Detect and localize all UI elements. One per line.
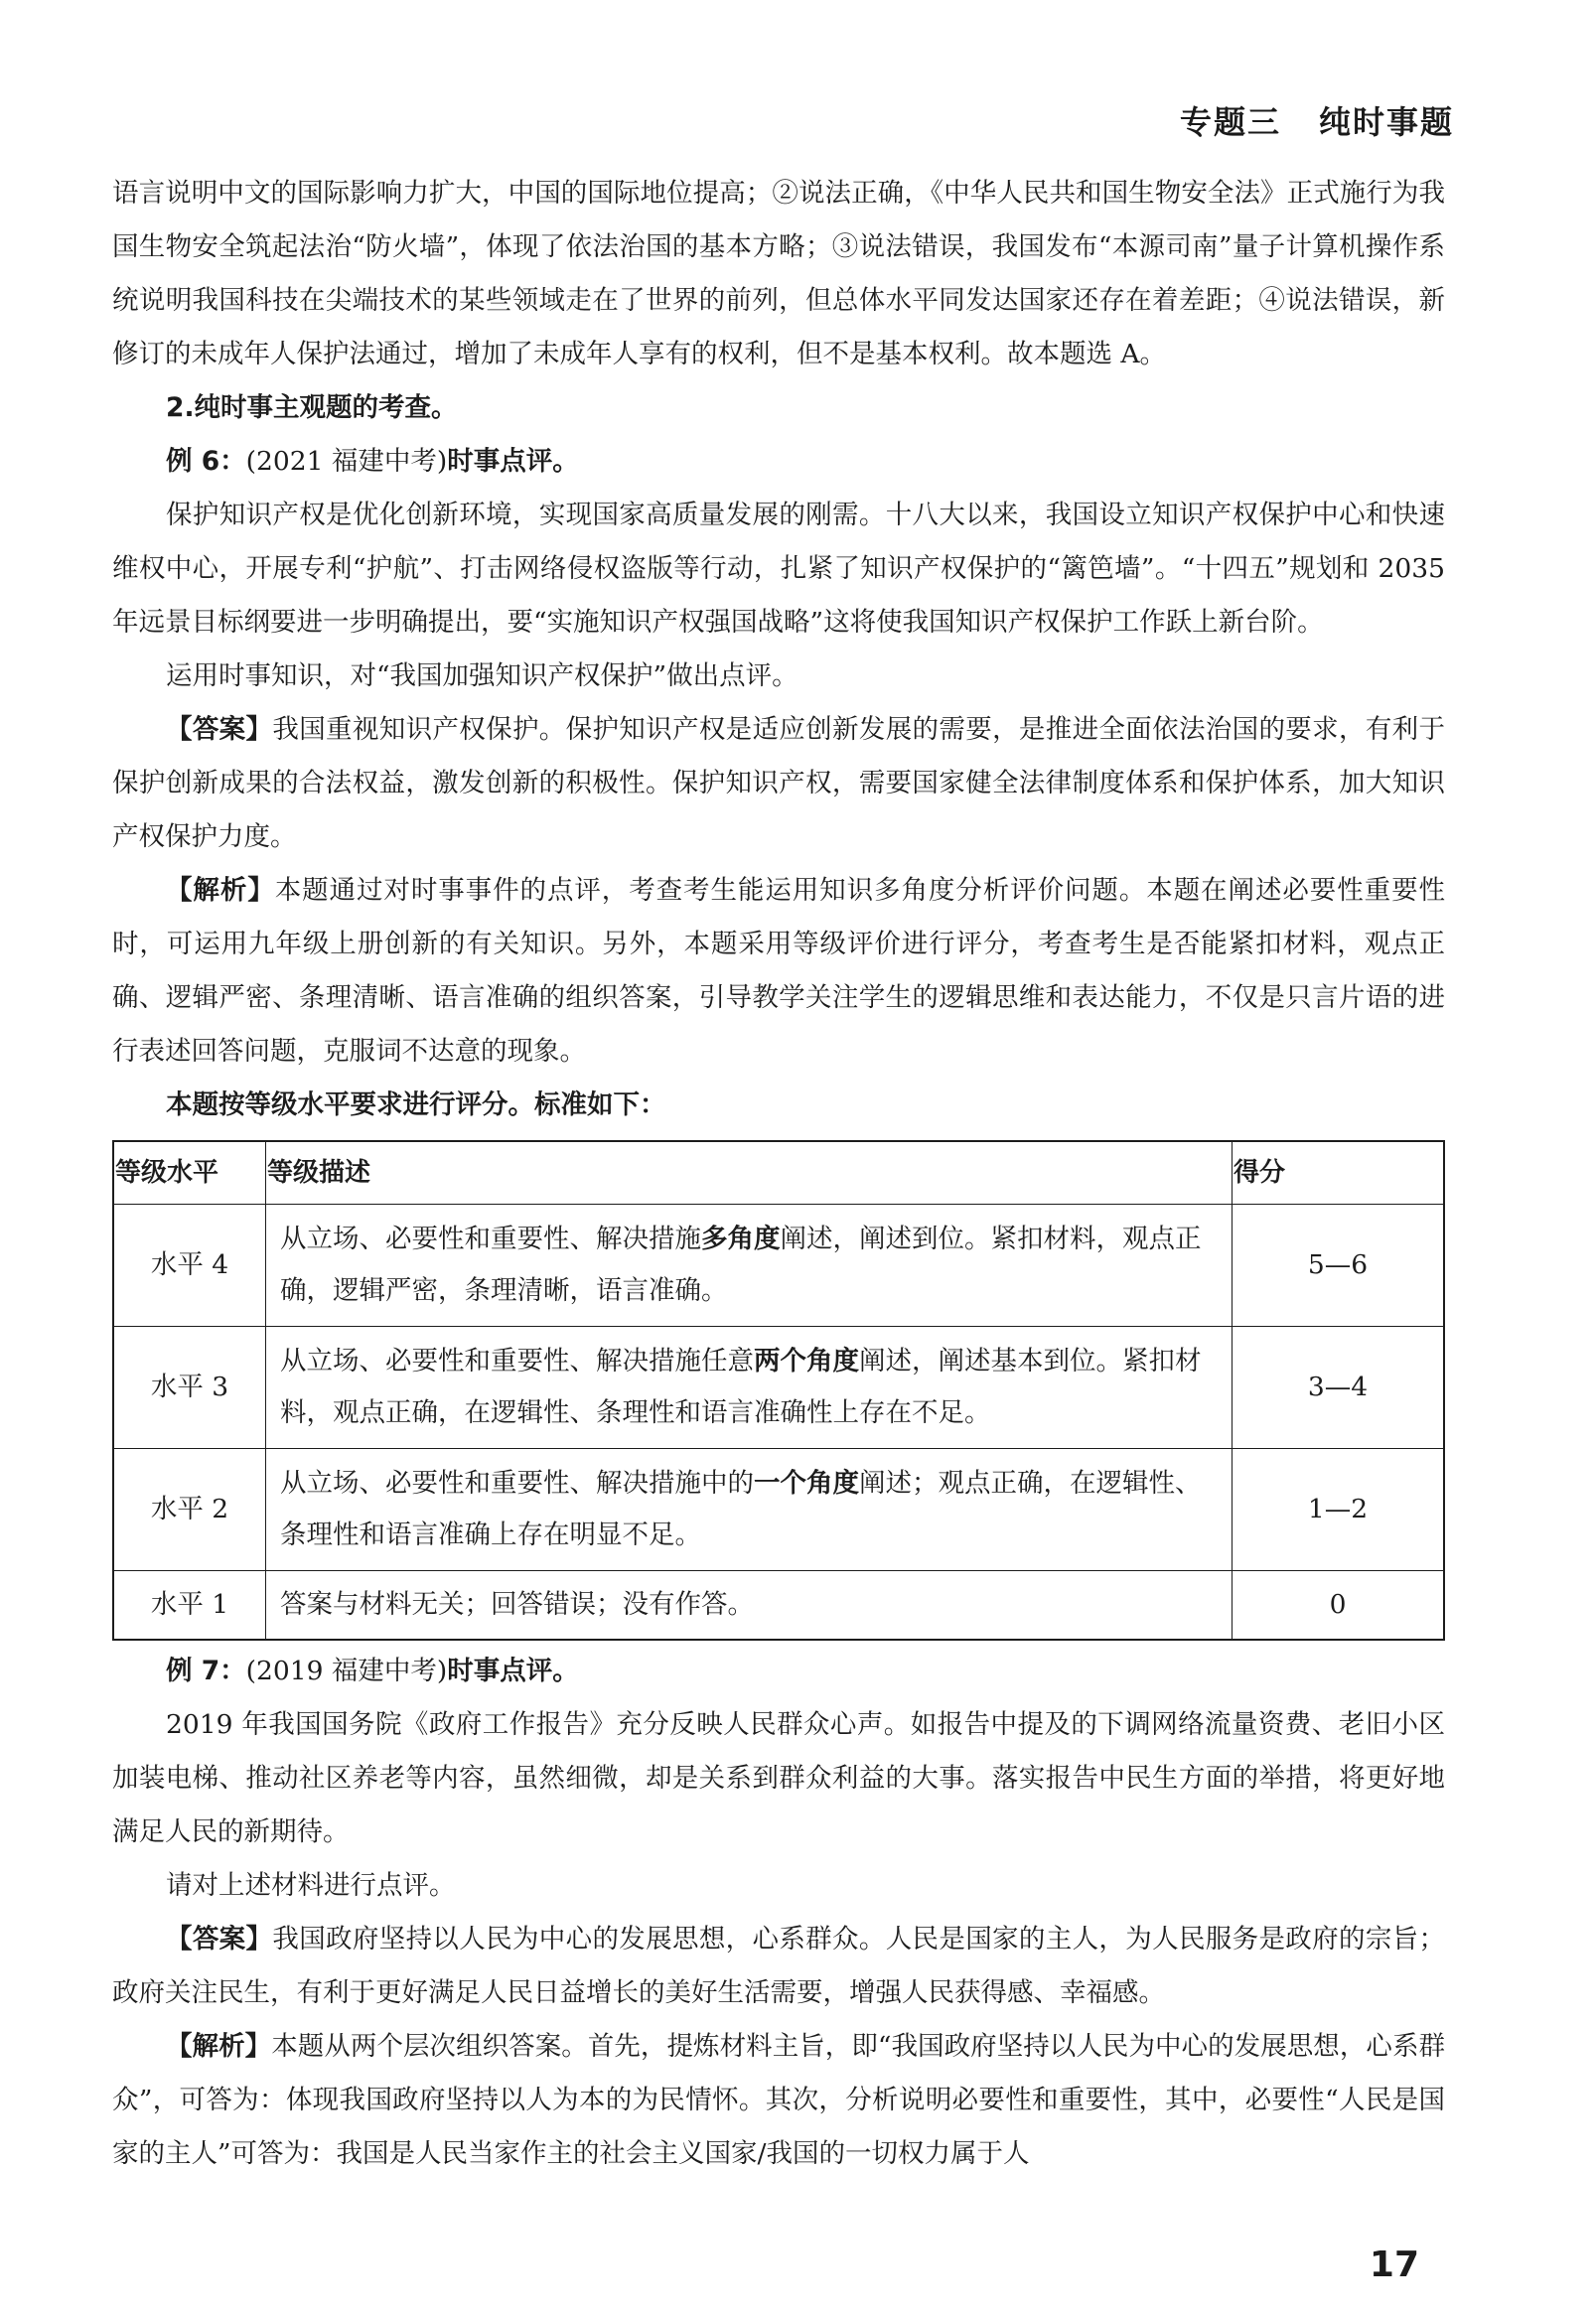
desc-emphasis: 多角度	[701, 1224, 781, 1254]
score-cell: 1—2	[1233, 1449, 1445, 1571]
desc-text: 阐述；观点正确，在逻辑性、条理性和语言准确上存在明显不足。	[280, 1468, 1202, 1550]
level-cell: 水平 4	[113, 1205, 266, 1327]
example-7-analysis	[112, 2020, 1445, 2181]
desc-text: 从立场、必要性和重要性、解决措施任意	[280, 1346, 754, 1376]
description-cell	[266, 1327, 1233, 1449]
header-title: 纯时事题	[1318, 103, 1454, 141]
answer-tag: 【答案】	[166, 714, 273, 745]
example-7-source: (2019 福建中考)	[245, 1656, 448, 1686]
example-7-label: 例 7：	[166, 1656, 246, 1686]
analysis-tag: 【解析】	[166, 2031, 272, 2062]
desc-text: 答案与材料无关；回答错误；没有作答。	[280, 1589, 754, 1620]
example-6-label: 例 6：	[166, 446, 246, 477]
table-header-level: 等级水平	[113, 1141, 266, 1205]
level-cell: 水平 2	[113, 1449, 266, 1571]
example-7-answer-text: 我国政府坚持以人民为中心的发展思想，心系群众。人民是国家的主人，为人民服务是政府的宗旨；政府关注民生，有利于更好满足人民日益增长的美好生活需要，增强人民获得感、幸福感。	[112, 1924, 1446, 2008]
desc-text: 从立场、必要性和重要性、解决措施	[280, 1224, 701, 1254]
example-7-heading	[112, 1645, 1445, 1698]
description-cell	[266, 1449, 1233, 1571]
score-cell: 3—4	[1233, 1327, 1445, 1449]
running-header	[1180, 97, 1454, 143]
section-heading: 2.纯时事主观题的考查。	[166, 392, 458, 423]
example-7-title: 时事点评。	[447, 1656, 579, 1686]
desc-text: 从立场、必要性和重要性、解决措施中的	[280, 1468, 754, 1499]
table-header-description: 等级描述	[266, 1141, 1233, 1205]
answer-tag: 【答案】	[166, 1924, 273, 1955]
example-6-heading	[112, 435, 1445, 489]
level-cell: 水平 1	[113, 1571, 266, 1641]
table-header-score: 得分	[1233, 1141, 1445, 1205]
desc-text: 阐述，阐述基本到位。紧扣材料，观点正确，在逻辑性、条理性和语言准确性上存在不足。	[280, 1346, 1202, 1428]
example-6-title: 时事点评。	[447, 446, 579, 477]
analysis-tag: 【解析】	[166, 875, 275, 906]
page-content	[112, 167, 1445, 2181]
page-number: 17	[1369, 2245, 1419, 2285]
desc-emphasis: 一个角度	[754, 1468, 859, 1499]
example-6-analysis-text: 本题通过对时事事件的点评，考查考生能运用知识多角度分析评价问题。本题在阐述必要性重要性时，可运用九年级上册创新的有关知识。另外，本题采用等级评价进行评分，考查考生是否能紧扣材料，观点正确、逻辑严密、条理清晰、语言准确的组织答案，引导教学关注学生的逻辑思维和表达能力，不仅是只言片语的进行表述回答问题，克服词不达意的现象。	[112, 875, 1446, 1067]
example-7-question: 请对上述材料进行点评。	[166, 1870, 456, 1901]
table-header-row	[113, 1141, 1444, 1205]
level-cell: 水平 3	[113, 1327, 266, 1449]
score-cell: 5—6	[1233, 1205, 1445, 1327]
paragraph-continued: 语言说明中文的国际影响力扩大，中国的国际地位提高；②说法正确，《中华人民共和国生物安全法》正式施行为我国生物安全筑起法治“防火墙”，体现了依法治国的基本方略；③说法错误，我国发布“本源司南”量子计算机操作系统说明我国科技在尖端技术的某些领域走在了世界的前列，但总体水平同发达国家还存在着差距；④说法错误，新修订的未成年人保护法通过，增加了未成年人享有的权利，但不是基本权利。故本题选 A。	[112, 178, 1445, 369]
example-6-analysis	[112, 864, 1445, 1079]
example-6-answer	[112, 703, 1445, 864]
desc-emphasis: 两个角度	[754, 1346, 859, 1376]
example-6-source: (2021 福建中考)	[245, 446, 448, 477]
score-cell: 0	[1233, 1571, 1445, 1641]
table-row	[113, 1571, 1444, 1641]
example-6-material: 保护知识产权是优化创新环境，实现国家高质量发展的刚需。十八大以来，我国设立知识产权保护中心和快速维权中心，开展专利“护航”、打击网络侵权盗版等行动，扎紧了知识产权保护的“篱笆墙”。“十四五”规划和 2035 年远景目标纲要进一步明确提出，要“实施知识产权强国战略”这将使我国知识产权保护工作跃上新台阶。	[112, 500, 1445, 638]
description-cell	[266, 1205, 1233, 1327]
example-6-answer-text: 我国重视知识产权保护。保护知识产权是适应创新发展的需要，是推进全面依法治国的要求，有利于保护创新成果的合法权益，激发创新的积极性。保护知识产权，需要国家健全法律制度体系和保护体系，加大知识产权保护力度。	[112, 714, 1446, 852]
description-cell	[266, 1571, 1233, 1641]
desc-text: 阐述，阐述到位。紧扣材料，观点正确，逻辑严密，条理清晰，语言准确。	[280, 1224, 1202, 1306]
table-intro: 本题按等级水平要求进行评分。标准如下：	[166, 1089, 666, 1120]
example-7-analysis-text: 本题从两个层次组织答案。首先，提炼材料主旨，即“我国政府坚持以人民为中心的发展思想，心系群众”，可答为：体现我国政府坚持以人为本的为民情怀。其次，分析说明必要性和重要性，其中，必要性“人民是国家的主人”可答为：我国是人民当家作主的社会主义国家/我国的一切权力属于人	[112, 2031, 1446, 2169]
example-6-question: 运用时事知识，对“我国加强知识产权保护”做出点评。	[166, 660, 798, 691]
table-row	[113, 1449, 1444, 1571]
scoring-table	[112, 1140, 1445, 1641]
table-row	[113, 1205, 1444, 1327]
table-row	[113, 1327, 1444, 1449]
example-7-material: 2019 年我国国务院《政府工作报告》充分反映人民群众心声。如报告中提及的下调网络流量资费、老旧小区加装电梯、推动社区养老等内容，虽然细微，却是关系到群众利益的大事。落实报告中民生方面的举措，将更好地满足人民的新期待。	[112, 1709, 1445, 1847]
header-section: 专题三	[1179, 103, 1281, 141]
example-7-answer	[112, 1913, 1445, 2020]
